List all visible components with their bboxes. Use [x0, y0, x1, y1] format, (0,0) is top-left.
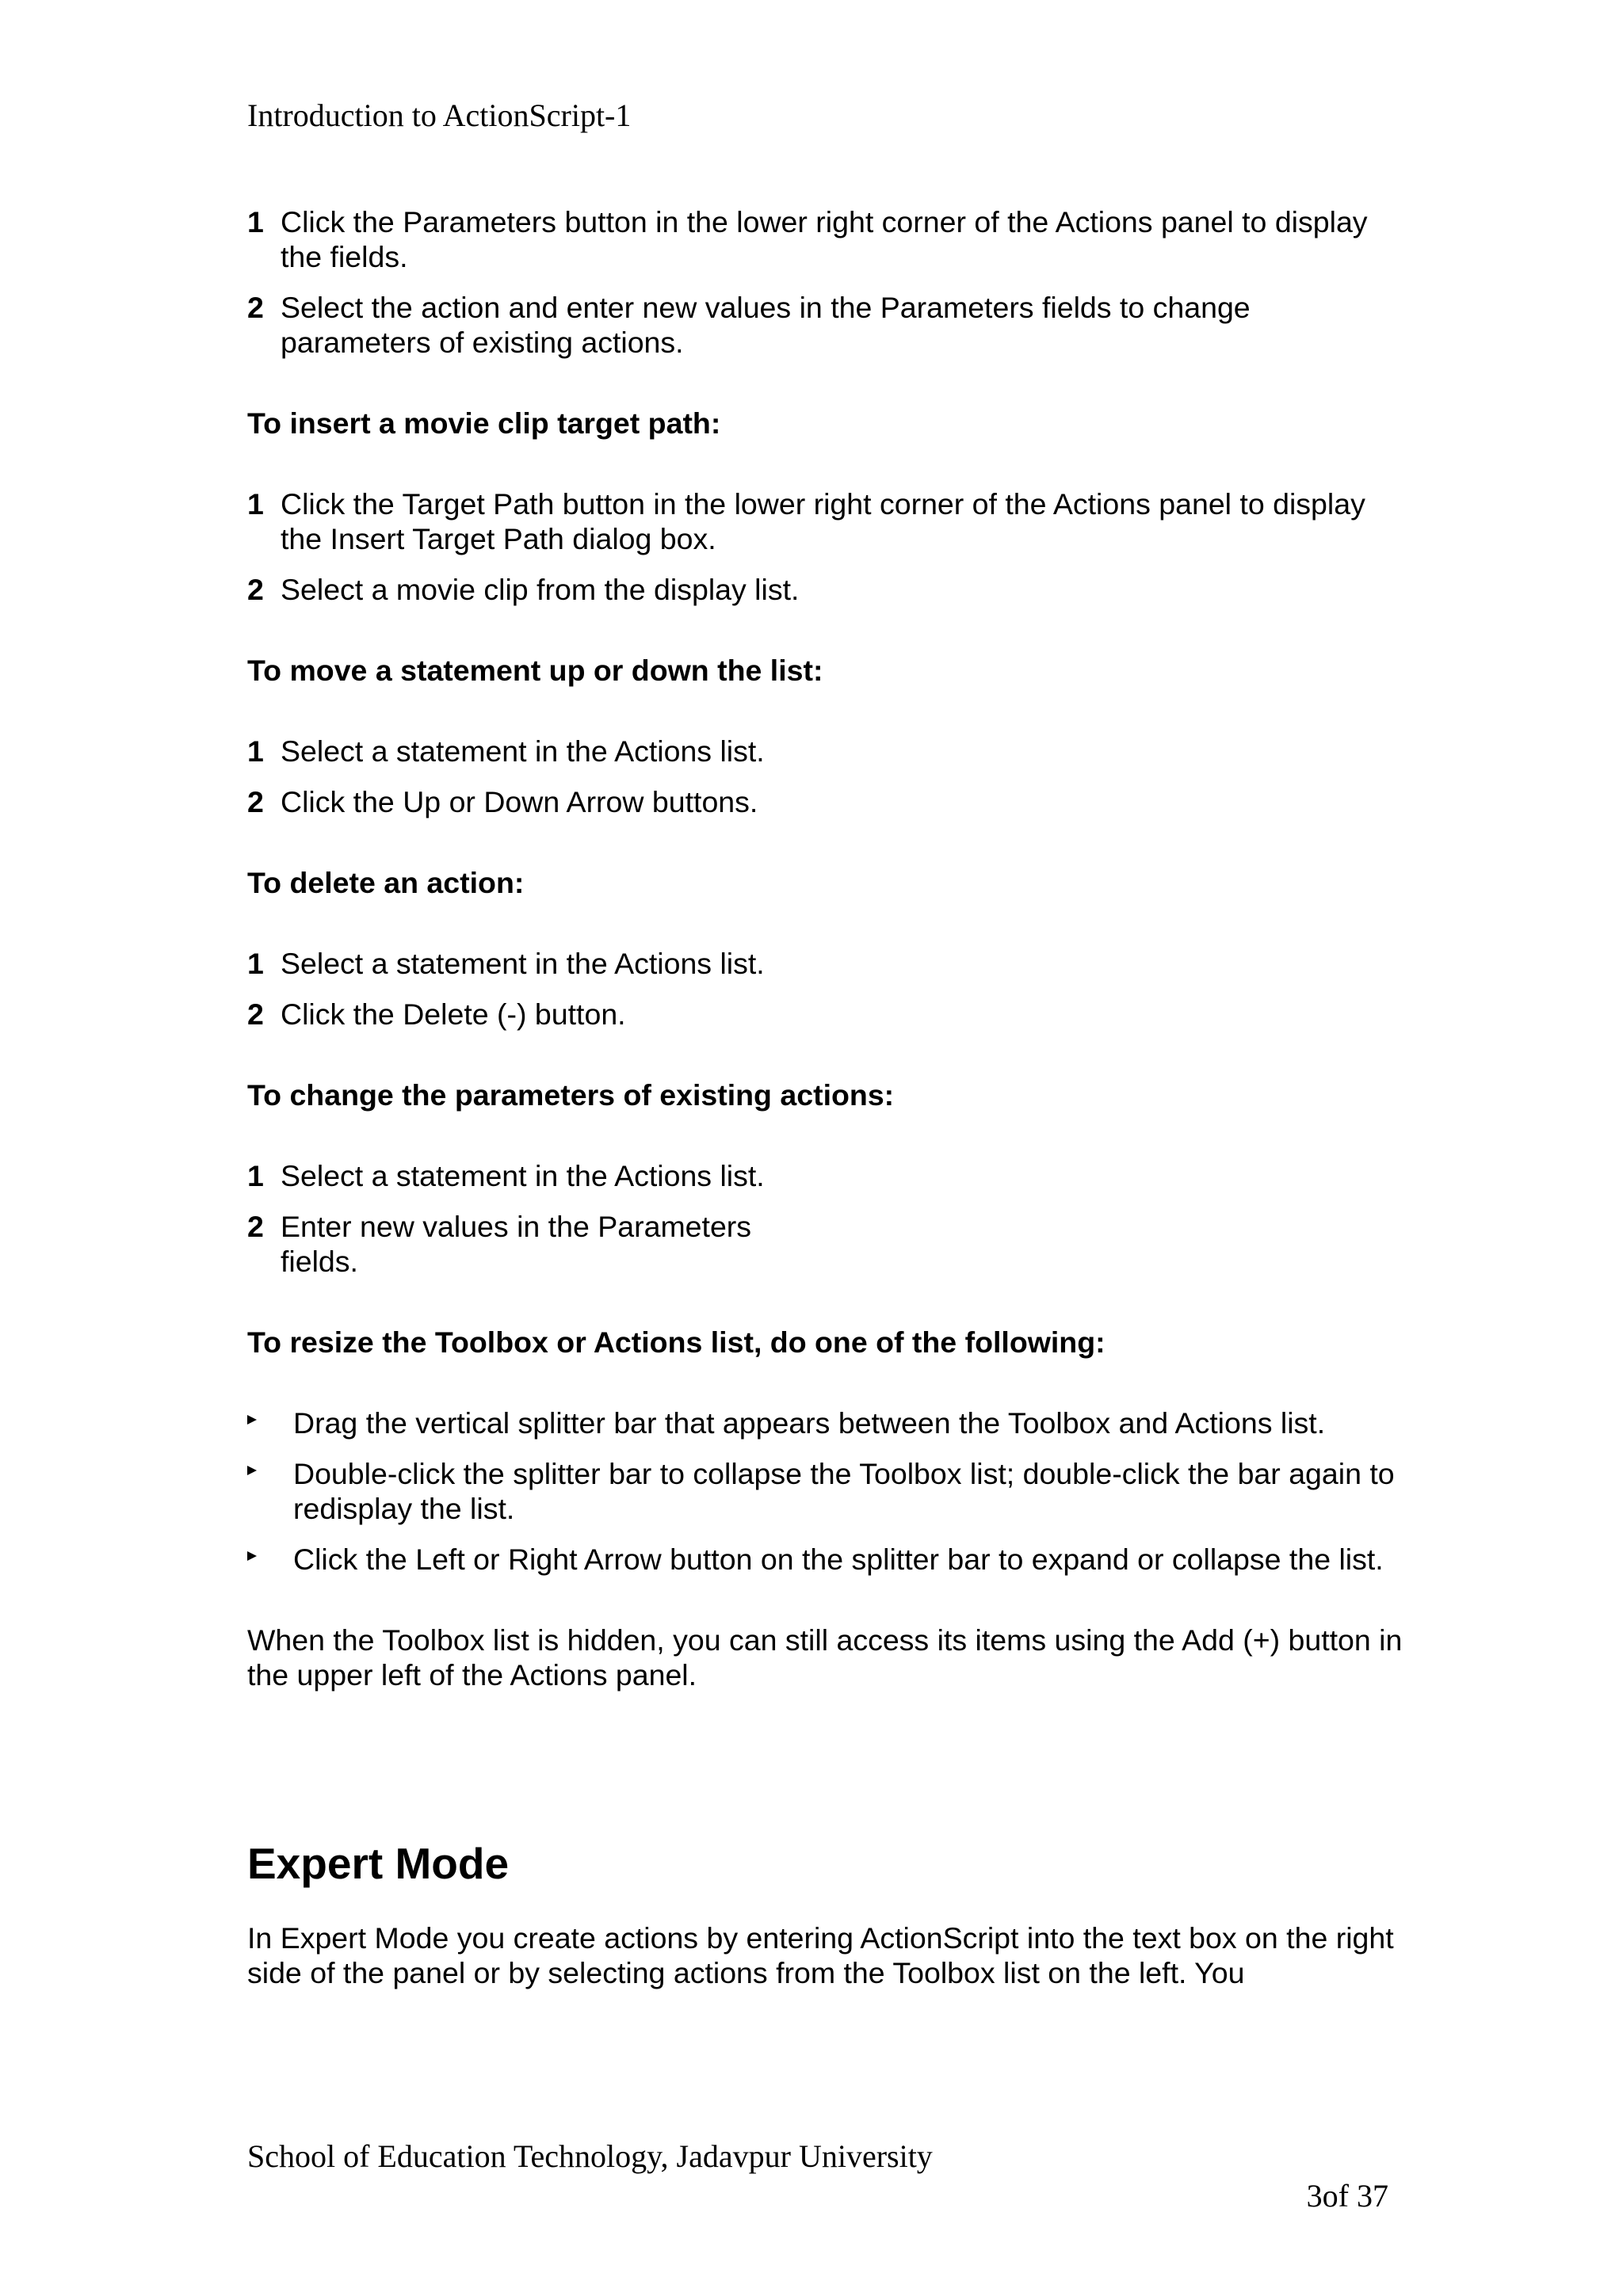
step-item	[247, 486, 1404, 556]
page-footer: School of Education Technology, Jadavpur University	[247, 2138, 933, 2174]
bullet-item	[247, 1542, 1404, 1577]
page-content	[247, 204, 1404, 1990]
step-number: 1	[247, 205, 264, 238]
steps-list	[247, 486, 1404, 607]
step-item	[247, 572, 1404, 607]
delete-action-section	[247, 865, 1404, 1032]
step-item	[247, 997, 1404, 1032]
step-text: Click the Target Path button in the lower right corner of the Actions panel to display the Insert Target Path dialog box.	[281, 487, 1365, 555]
section-heading: To insert a movie clip target path:	[247, 406, 721, 440]
triangle-bullet-icon	[247, 1415, 257, 1425]
step-item	[247, 204, 1404, 274]
insert-target-path-section	[247, 406, 1404, 607]
step-number: 1	[247, 947, 264, 980]
expert-mode-title: Expert Mode	[247, 1839, 510, 1888]
step-text: Select a movie clip from the display list.	[281, 573, 800, 606]
step-text: Click the Delete (-) button.	[281, 997, 626, 1031]
steps-list	[247, 204, 1404, 360]
bullet-text: Drag the vertical splitter bar that appears between the Toolbox and Actions list.	[293, 1406, 1326, 1440]
steps-list	[247, 734, 1404, 819]
change-parameters-section	[247, 1077, 1404, 1279]
resize-lists-section	[247, 1325, 1404, 1577]
bullet-list	[247, 1405, 1404, 1577]
step-item	[247, 784, 1404, 819]
body-paragraph: When the Toolbox list is hidden, you can still access its items using the Add (+) button in the upper left of the Actions panel.	[247, 1623, 1403, 1691]
step-item	[247, 290, 1404, 360]
steps-list	[247, 1158, 1404, 1279]
step-number: 2	[247, 997, 264, 1031]
bullet-item	[247, 1405, 1404, 1440]
parameters-steps-section	[247, 204, 1404, 360]
bullet-text: Double-click the splitter bar to collapse the Toolbox list; double-click the bar again to redisplay the list.	[293, 1457, 1395, 1525]
step-text: Select the action and enter new values in the Parameters fields to change parameters of existing actions.	[281, 291, 1251, 359]
step-text: Enter new values in the Parameters fields.	[281, 1210, 752, 1278]
step-number: 2	[247, 573, 264, 606]
step-text: Select a statement in the Actions list.	[281, 1159, 765, 1192]
triangle-bullet-icon	[247, 1466, 257, 1475]
expert-mode-paragraph: In Expert Mode you create actions by entering ActionScript into the text box on the right side of the panel or by selecting actions from the Toolbox list on the left. You	[247, 1921, 1394, 1989]
step-number: 2	[247, 785, 264, 818]
move-statement-section	[247, 653, 1404, 819]
page-header: Introduction to ActionScript-1	[247, 97, 632, 133]
steps-list	[247, 946, 1404, 1032]
step-text: Click the Up or Down Arrow buttons.	[281, 785, 758, 818]
bullet-text: Click the Left or Right Arrow button on the splitter bar to expand or collapse the list.	[293, 1543, 1384, 1576]
step-text: Click the Parameters button in the lower right corner of the Actions panel to display the fields.	[281, 205, 1368, 273]
step-item	[247, 734, 1404, 769]
bullet-item	[247, 1456, 1404, 1526]
page-number: 3of 37	[1306, 2178, 1388, 2214]
triangle-bullet-icon	[247, 1551, 257, 1561]
step-item	[247, 1209, 1404, 1279]
step-number: 1	[247, 487, 264, 521]
step-number: 1	[247, 734, 264, 768]
section-heading: To resize the Toolbox or Actions list, do one of the following:	[247, 1325, 1106, 1359]
section-heading: To move a statement up or down the list:	[247, 654, 823, 687]
step-item	[247, 946, 1404, 981]
step-number: 1	[247, 1159, 264, 1192]
step-text: Select a statement in the Actions list.	[281, 734, 765, 768]
step-number: 2	[247, 1210, 264, 1243]
step-text: Select a statement in the Actions list.	[281, 947, 765, 980]
step-item	[247, 1158, 1404, 1193]
toolbox-hidden-note-section	[247, 1623, 1404, 1692]
section-heading: To delete an action:	[247, 866, 525, 899]
section-heading: To change the parameters of existing actions:	[247, 1078, 895, 1112]
step-number: 2	[247, 291, 264, 324]
